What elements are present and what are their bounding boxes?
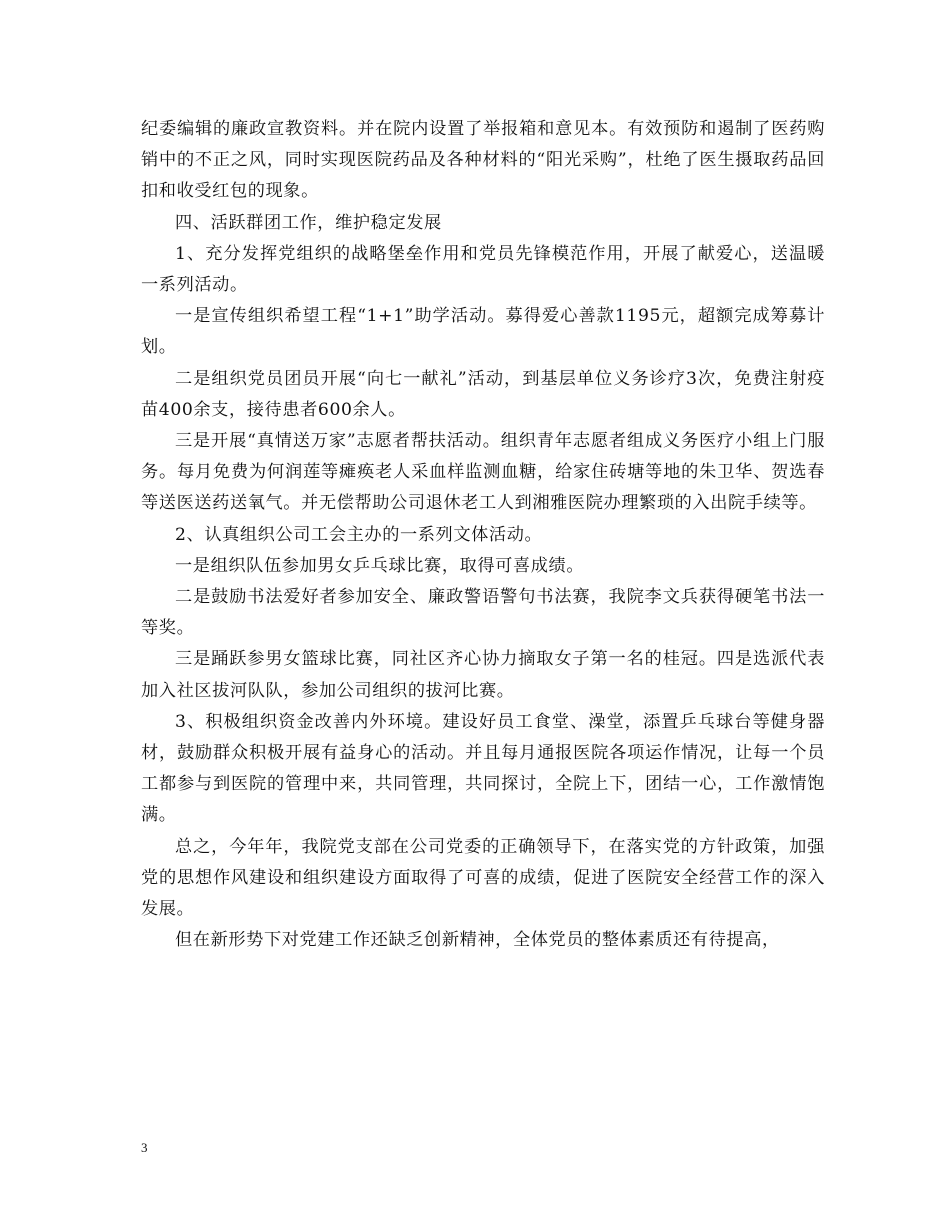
page-number: 3: [141, 1140, 148, 1155]
paragraph-item-2: 2、认真组织公司工会主办的一系列文体活动。: [175, 524, 543, 545]
paragraph-item-2-b: 二是鼓励书法爱好者参加安全、廉政警语警句书法赛，我院李文兵获得硬笔书法一等奖。: [141, 587, 825, 639]
paragraph-1: 纪委编辑的廉政宣教资料。并在院内设置了举报箱和意见本。有效预防和遏制了医药购销中的不正之风，同时实现医院药品及各种材料的“阳光采购”，杜绝了医生摄取药品回扣和收受红包的现象。: [141, 119, 825, 202]
paragraph-item-3: 3、积极组织资金改善内外环境。建设好员工食堂、澡堂，添置乒乓球台等健身器材，鼓励群众积极开展有益身心的活动。并且每月通报医院各项运作情况，让每一个员工都参与到医院的管理中来，共同管理，共同探讨，全院上下，团结一心，工作激情饱满。: [141, 711, 825, 826]
document-body: [141, 114, 825, 956]
paragraph-summary: 总之，今年年，我院党支部在公司党委的正确领导下，在落实党的方针政策，加强党的思想作风建设和组织建设方面取得了可喜的成绩，促进了医院安全经营工作的深入发展。: [141, 836, 825, 920]
paragraph-item-2-c: 三是踊跃参男女篮球比赛，同社区齐心协力摘取女子第一名的桂冠。四是选派代表加入社区拔河队队，参加公司组织的拔河比赛。: [141, 649, 825, 701]
paragraph-shortcomings: 但在新形势下对党建工作还缺乏创新精神，全体党员的整体素质还有待提高，: [175, 930, 780, 951]
paragraph-item-1-b: 二是组织党员团员开展“向七一献礼”活动，到基层单位义务诊疗3次，免费注射疫苗400余支，接待患者600余人。: [141, 368, 825, 420]
paragraph-item-1-c: 三是开展“真情送万家”志愿者帮扶活动。组织青年志愿者组成义务医疗小组上门服务。每月免费为何润莲等瘫痪老人采血样监测血糖，给家住砖塘等地的朱卫华、贺选春等送医送药送氧气。并无偿帮助公司退休老工人到湘雅医院办理繁琐的入出院手续等。: [141, 431, 825, 514]
section-heading-4: 四、活跃群团工作，维护稳定发展: [175, 212, 442, 233]
paragraph-item-1-a: 一是宣传组织希望工程“1+1”助学活动。募得爱心善款1195元，超额完成筹募计划。: [141, 306, 825, 358]
paragraph-item-1: 1、充分发挥党组织的战略堡垒作用和党员先锋模范作用，开展了献爱心，送温暖一系列活动。: [141, 243, 825, 296]
paragraph-item-2-a: 一是组织队伍参加男女乒乓球比赛，取得可喜成绩。: [175, 555, 585, 576]
